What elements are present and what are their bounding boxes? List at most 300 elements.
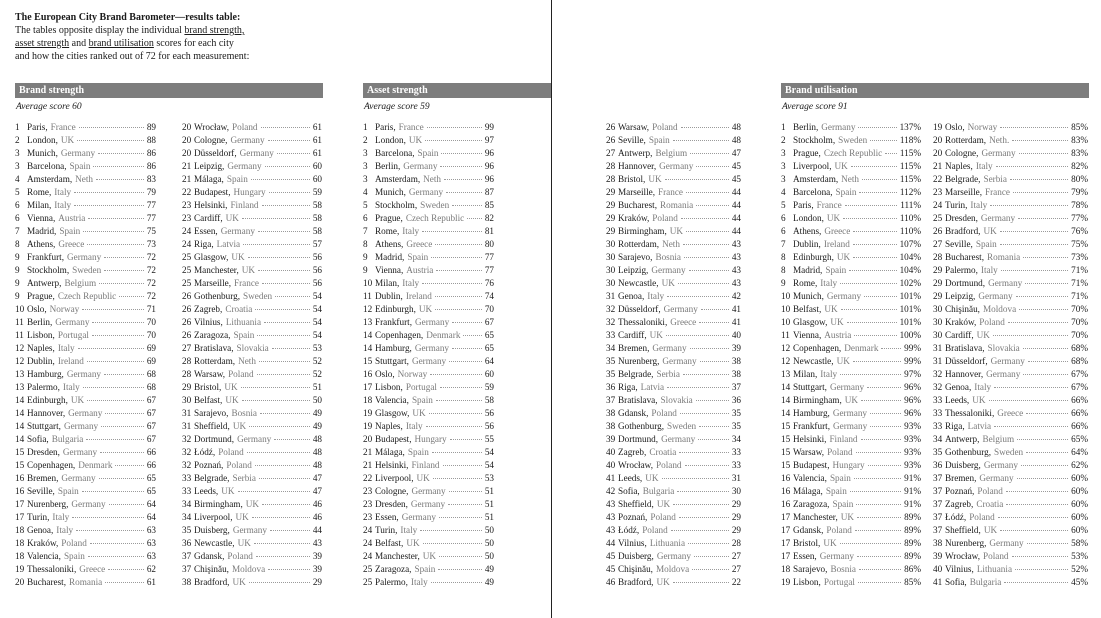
dot-leader	[692, 569, 729, 570]
rank-number: 22	[363, 473, 373, 483]
section-header: Brand utilisation	[781, 83, 1089, 98]
table-row	[363, 174, 494, 187]
rank-number: 23	[933, 187, 943, 197]
score-value: 45	[731, 161, 741, 171]
score-value: 85%	[904, 577, 921, 587]
score-value: 96	[484, 161, 494, 171]
intro-text	[15, 11, 335, 63]
table-row	[15, 382, 156, 395]
country-name: Austria	[824, 330, 852, 340]
score-value: 43	[731, 252, 741, 262]
city-name: Belfast,	[375, 538, 404, 548]
score-value: 57	[312, 239, 322, 249]
rank-number: 24	[182, 239, 192, 249]
score-value: 79	[146, 187, 156, 197]
table-row	[933, 187, 1088, 200]
country-name: UK	[976, 330, 990, 340]
dot-leader	[452, 205, 482, 206]
section-header: Asset strength	[363, 83, 551, 98]
rank-number: 10	[15, 304, 25, 314]
city-name: Amsterdam,	[375, 174, 421, 184]
city-name: Leipzig,	[618, 265, 649, 275]
dot-leader	[847, 322, 897, 323]
city-name: Madrid,	[375, 252, 405, 262]
dot-leader	[685, 465, 729, 466]
table-row	[933, 564, 1088, 577]
table-row	[15, 408, 156, 421]
dot-leader	[87, 244, 143, 245]
score-value: 39	[312, 564, 322, 574]
table-row	[363, 304, 494, 317]
rank-number: 9	[15, 291, 20, 301]
dot-leader	[104, 374, 144, 375]
rank-number: 37	[182, 551, 192, 561]
dot-leader	[446, 192, 482, 193]
rank-number: 36	[606, 382, 616, 392]
score-value: 77	[484, 265, 494, 275]
dot-leader	[673, 582, 729, 583]
city-name: Poznań,	[618, 512, 648, 522]
rank-number: 9	[15, 265, 20, 275]
table-row	[182, 525, 322, 538]
dot-leader	[426, 426, 482, 427]
score-value: 29	[312, 577, 322, 587]
city-name: Riga,	[945, 421, 965, 431]
dot-leader	[101, 426, 144, 427]
table-row	[606, 226, 741, 239]
dot-leader	[989, 400, 1069, 401]
table-row	[15, 395, 156, 408]
city-name: Duisberg,	[194, 525, 230, 535]
table-row	[15, 343, 156, 356]
table-row	[606, 278, 741, 291]
table-row	[781, 525, 921, 538]
rank-number: 28	[182, 356, 192, 366]
dot-leader	[1026, 413, 1068, 414]
city-name: Riga,	[194, 239, 214, 249]
score-value: 61	[312, 122, 322, 132]
score-value: 33	[731, 460, 741, 470]
table-row	[606, 161, 741, 174]
rank-number: 9	[363, 265, 368, 275]
rank-number: 15	[781, 447, 791, 457]
score-value: 50	[312, 395, 322, 405]
score-value: 60%	[1071, 486, 1088, 496]
city-name: Rome,	[793, 278, 818, 288]
rank-number: 27	[606, 148, 616, 158]
score-value: 46	[312, 499, 322, 509]
rank-number: 11	[15, 317, 24, 327]
city-name: Frankfurt,	[27, 252, 64, 262]
rank-number: 33	[606, 330, 616, 340]
country-name: Sweden	[243, 291, 273, 301]
table-row	[182, 473, 322, 486]
country-name: Greece	[406, 239, 433, 249]
rank-number: 31	[182, 408, 192, 418]
table-row	[363, 499, 494, 512]
country-name: Germany	[66, 369, 102, 379]
score-value: 48	[312, 447, 322, 457]
city-name: Belfast,	[793, 304, 822, 314]
dot-leader	[423, 543, 482, 544]
rank-number: 17	[781, 525, 791, 535]
table-row	[182, 213, 322, 226]
city-name: Prague,	[793, 148, 821, 158]
score-value: 59	[312, 187, 322, 197]
country-name: Italy	[975, 161, 993, 171]
score-value: 82%	[1071, 161, 1088, 171]
rank-number: 40	[606, 460, 616, 470]
score-value: 107%	[899, 239, 921, 249]
rank-number: 10	[781, 317, 791, 327]
rank-number: 16	[15, 486, 25, 496]
country-name: Poland	[983, 551, 1009, 561]
dot-leader	[88, 556, 144, 557]
country-name: Finland	[829, 434, 858, 444]
rank-number: 30	[606, 265, 616, 275]
city-name: Edinburgh,	[793, 252, 834, 262]
dot-leader	[74, 205, 144, 206]
score-value: 89%	[904, 525, 921, 535]
rank-number: 12	[781, 343, 791, 353]
city-name: Dortmund,	[618, 434, 659, 444]
country-name: Germany	[661, 434, 696, 444]
country-name: UK	[422, 551, 437, 561]
rank-number: 30	[933, 330, 943, 340]
table-row	[606, 122, 741, 135]
score-value: 89%	[904, 512, 921, 522]
score-value: 52	[312, 356, 322, 366]
dot-leader	[257, 335, 309, 336]
rank-number: 14	[15, 421, 25, 431]
country-name: UK	[983, 226, 997, 236]
country-name: Italy	[820, 278, 838, 288]
country-name: Poland	[979, 317, 1005, 327]
country-name: Bosnia	[830, 564, 856, 574]
score-value: 69	[146, 356, 156, 366]
table-row	[15, 200, 156, 213]
score-value: 38	[731, 356, 741, 366]
table-row	[781, 239, 921, 252]
score-value: 66	[146, 460, 156, 470]
city-name: Málaga,	[793, 486, 823, 496]
country-name: Italy	[400, 525, 418, 535]
city-name: Dresden,	[375, 499, 408, 509]
city-name: Nurenberg,	[945, 538, 987, 548]
table-row	[363, 330, 494, 343]
city-name: Düsseldorf,	[194, 148, 237, 158]
table-row	[15, 135, 156, 148]
score-value: 68	[146, 369, 156, 379]
score-value: 65%	[1071, 434, 1088, 444]
rank-number: 32	[606, 317, 616, 327]
country-name: Germany	[826, 291, 862, 301]
country-name: Spain	[417, 148, 439, 158]
rank-number: 30	[606, 239, 616, 249]
city-name: Hamburg,	[27, 369, 64, 379]
asset-strength-link[interactable]: asset strength	[15, 38, 70, 49]
dot-leader	[998, 517, 1068, 518]
city-name: Belgrade,	[618, 369, 654, 379]
rank-number: 21	[182, 174, 192, 184]
dot-leader	[439, 556, 482, 557]
score-value: 97	[484, 135, 494, 145]
score-value: 44	[312, 525, 322, 535]
score-value: 58	[312, 226, 322, 236]
dot-leader	[856, 504, 901, 505]
country-name: UK	[237, 538, 251, 548]
rank-number: 7	[363, 226, 368, 236]
dot-leader	[1012, 140, 1068, 141]
city-name: Zaragoza,	[793, 499, 830, 509]
city-name: Stockholm,	[375, 200, 418, 210]
dot-leader	[853, 244, 897, 245]
score-value: 67	[146, 434, 156, 444]
city-name: Manchester,	[375, 551, 420, 561]
rank-number: 37	[606, 395, 616, 405]
rank-number: 14	[781, 395, 791, 405]
dot-leader	[435, 244, 481, 245]
city-name: Dortmund,	[945, 278, 986, 288]
score-value: 66	[146, 447, 156, 457]
city-name: Bristol,	[793, 538, 821, 548]
table-row	[15, 356, 156, 369]
rank-number: 28	[182, 369, 192, 379]
table-row	[182, 252, 322, 265]
country-name: Serbia	[232, 473, 256, 483]
table-row	[606, 538, 741, 551]
score-value: 43	[731, 265, 741, 275]
rank-number: 17	[363, 382, 373, 392]
dot-leader	[260, 413, 310, 414]
score-value: 67%	[1071, 369, 1088, 379]
table-row	[182, 460, 322, 473]
rank-number: 19	[933, 122, 943, 132]
city-name: Bratislava,	[194, 343, 234, 353]
score-value: 27	[731, 551, 741, 561]
city-name: Chişinău,	[194, 564, 229, 574]
country-name: Germany	[662, 356, 697, 366]
dot-leader	[438, 569, 481, 570]
dot-leader	[265, 166, 310, 167]
city-name: Birmingham,	[194, 499, 243, 509]
table-row	[781, 434, 921, 447]
country-name: Norway	[967, 122, 998, 132]
dot-leader	[681, 127, 729, 128]
score-value: 58	[312, 213, 322, 223]
rank-number: 18	[15, 525, 25, 535]
city-name: Amsterdam,	[793, 174, 839, 184]
dot-leader	[990, 205, 1068, 206]
country-name: Portugal	[823, 577, 855, 587]
rank-number: 40	[933, 564, 943, 574]
country-name: UK	[406, 538, 420, 548]
country-name: UK	[836, 356, 850, 366]
dot-leader	[1018, 218, 1068, 219]
rank-number: 14	[15, 434, 25, 444]
rank-number: 5	[781, 200, 786, 210]
table-row	[363, 577, 494, 590]
rank-number: 21	[363, 460, 373, 470]
city-name: Bradford,	[945, 226, 981, 236]
table-row	[781, 447, 921, 460]
score-value: 56	[312, 278, 322, 288]
dot-leader	[98, 153, 144, 154]
score-value: 101%	[899, 291, 921, 301]
rank-number: 4	[15, 174, 20, 184]
score-value: 65	[484, 330, 494, 340]
dot-leader	[72, 517, 144, 518]
table-row	[363, 122, 494, 135]
score-value: 60%	[1071, 499, 1088, 509]
country-name: Hungary	[414, 434, 447, 444]
score-value: 60%	[1071, 473, 1088, 483]
city-name: Hannover,	[27, 408, 66, 418]
city-name: Marseille,	[194, 278, 231, 288]
dot-leader	[689, 270, 729, 271]
rank-number: 1	[363, 122, 368, 132]
brand-utilisation-link[interactable]: brand utilisation	[88, 38, 154, 49]
country-name: Belgium	[655, 148, 688, 158]
score-value: 79%	[1071, 187, 1088, 197]
dot-leader	[859, 569, 901, 570]
country-name: UK	[418, 304, 433, 314]
table-row	[15, 564, 156, 577]
table-row	[182, 499, 322, 512]
country-name: UK	[408, 135, 423, 145]
rank-number: 24	[363, 525, 373, 535]
score-value: 54	[312, 304, 322, 314]
city-name: Bradford,	[618, 577, 654, 587]
country-name: Denmark	[78, 460, 113, 470]
country-name: Germany	[60, 148, 96, 158]
dot-leader	[238, 491, 310, 492]
city-name: Bucharest,	[945, 252, 985, 262]
country-name: Italy	[410, 577, 428, 587]
rank-number: 32	[182, 434, 192, 444]
country-name: Germany	[415, 317, 450, 327]
score-value: 64	[484, 356, 494, 366]
city-name: London,	[375, 135, 406, 145]
table-row	[933, 512, 1088, 525]
rank-number: 37	[933, 486, 943, 496]
table-row	[363, 512, 494, 525]
country-name: France	[50, 122, 76, 132]
dot-leader	[108, 569, 144, 570]
dot-leader	[77, 140, 144, 141]
country-name: Germany	[821, 122, 856, 132]
country-name: UK	[60, 135, 75, 145]
table-row	[606, 525, 741, 538]
score-value: 29	[731, 512, 741, 522]
dot-leader	[870, 413, 901, 414]
city-name: Antwerp,	[618, 148, 653, 158]
score-value: 71%	[1071, 278, 1088, 288]
country-name: UK	[232, 577, 246, 587]
city-name: Stockholm,	[793, 135, 836, 145]
rank-number: 13	[15, 369, 25, 379]
city-name: Rotterdam,	[945, 135, 987, 145]
table-row	[606, 252, 741, 265]
dot-leader	[1019, 309, 1068, 310]
country-name: Germany	[401, 512, 436, 522]
dot-leader	[673, 140, 729, 141]
table-row	[781, 226, 921, 239]
rank-number: 12	[363, 304, 373, 314]
dot-leader	[840, 374, 901, 375]
score-value: 67	[146, 408, 156, 418]
rank-number: 30	[182, 395, 192, 405]
country-name: Greece	[997, 408, 1024, 418]
table-row	[933, 135, 1088, 148]
dot-leader	[256, 556, 310, 557]
asset-strength-section	[363, 83, 745, 587]
country-name: Germany	[651, 265, 686, 275]
average-score: Average score 60	[16, 102, 82, 112]
city-name: Łódź,	[945, 512, 967, 522]
rank-number: 17	[781, 538, 791, 548]
rank-number: 3	[15, 161, 20, 171]
country-name: Germany	[659, 161, 694, 171]
city-name: Vienna,	[793, 330, 822, 340]
table-row	[781, 161, 921, 174]
dot-leader	[241, 387, 310, 388]
dot-leader	[259, 478, 310, 479]
table-row	[15, 460, 156, 473]
city-name: Dublin,	[27, 356, 55, 366]
score-value: 41	[731, 304, 741, 314]
rank-number: 39	[606, 434, 616, 444]
dot-leader	[119, 296, 144, 297]
dot-leader	[681, 218, 729, 219]
intro-title: The European City Brand Barometer—results table:	[15, 12, 241, 23]
column-2	[933, 122, 1088, 590]
city-name: Cardiff,	[945, 330, 974, 340]
city-name: Belfast,	[194, 395, 223, 405]
table-row	[781, 408, 921, 421]
table-row	[781, 421, 921, 434]
score-value: 56	[484, 421, 494, 431]
dot-leader	[679, 452, 728, 453]
city-name: Warsaw,	[194, 369, 226, 379]
country-name: Germany	[239, 148, 274, 158]
city-name: Zagreb,	[194, 304, 223, 314]
score-value: 101%	[899, 304, 921, 314]
city-name: Essen,	[194, 226, 218, 236]
city-name: Łódź,	[618, 525, 640, 535]
brand-strength-link[interactable]: brand strength,	[184, 25, 245, 36]
dot-leader	[430, 374, 482, 375]
city-name: Bucharest,	[27, 577, 67, 587]
table-row	[15, 577, 156, 590]
score-value: 50	[484, 551, 494, 561]
score-value: 43	[731, 278, 741, 288]
score-value: 49	[312, 408, 322, 418]
rank-number: 19	[363, 408, 373, 418]
country-name: UK	[834, 161, 848, 171]
rank-number: 11	[363, 291, 372, 301]
city-name: Rome,	[27, 187, 52, 197]
rank-number: 36	[182, 538, 192, 548]
city-name: Seville,	[945, 239, 973, 249]
country-name: Spain	[825, 265, 847, 275]
country-name: Slovakia	[660, 395, 693, 405]
table-row	[363, 434, 494, 447]
table-row	[933, 538, 1088, 551]
table-row	[933, 265, 1088, 278]
dot-leader	[678, 283, 729, 284]
table-row	[781, 577, 921, 590]
